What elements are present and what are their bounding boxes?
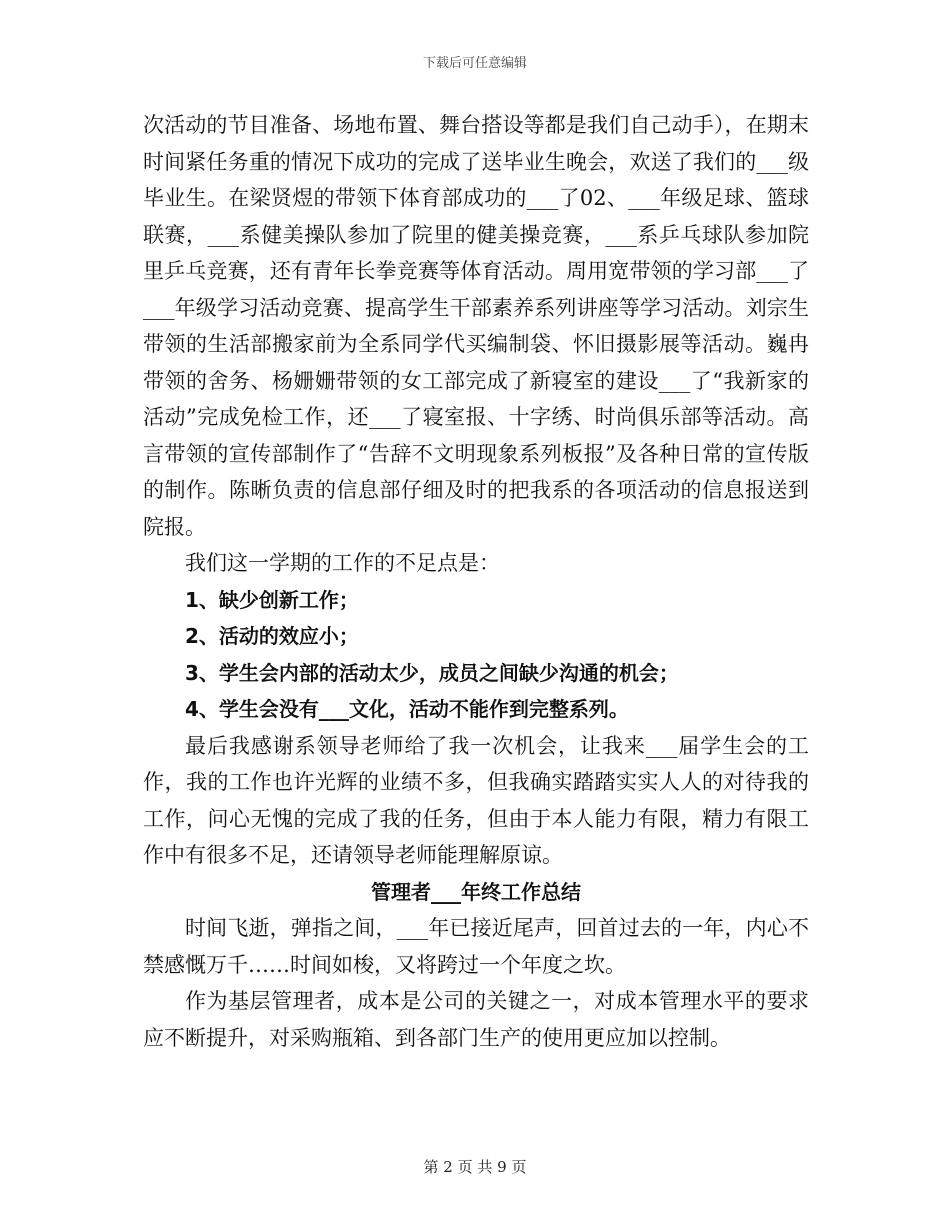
page-header: 下载后可任意编辑 — [422, 56, 527, 71]
list-item: 3、学生会内部的活动太少，成员之间缺少沟通的机会； — [185, 660, 679, 685]
body-paragraph: 时间飞逝，弹指之间，___年已接近尾声，回首过去的一年，内心不禁感慨万千……时间如梭，又将跨过一个年度之坎。 — [143, 916, 809, 977]
shortcomings-intro: 我们这一学期的工作的不足点是： — [185, 551, 500, 575]
list-item: 2、活动的效应小； — [185, 624, 359, 648]
closing-paragraph: 最后我感谢系领导老师给了我一次机会，让我来___届学生会的工作，我的工作也许光辉的业绩不多，但我确实踏踏实实人人的对待我的工作，问心无愧的完成了我的任务，但由于本人能力有限，精力有限工作中有很多不足，还请领导老师能理解原谅。 — [143, 733, 809, 867]
document-body — [143, 107, 809, 1056]
list-item: 4、学生会没有___文化，活动不能作到完整系列。 — [185, 697, 629, 721]
body-paragraph: 作为基层管理者，成本是公司的关键之一，对成本管理水平的要求应不断提升，对采购瓶箱、到各部门生产的使用更应加以控制。 — [143, 989, 809, 1050]
list-item: 1、缺少创新工作； — [185, 587, 359, 612]
page-footer: 第 2 页 共 9 页 — [423, 1158, 527, 1176]
section-heading: 管理者___年终工作总结 — [371, 879, 581, 904]
body-paragraph: 次活动的节目准备、场地布置、舞台搭设等都是我们自己动手），在期末时间紧任务重的情况下成功的完成了送毕业生晚会，欢送了我们的___级毕业生。在梁贤煜的带领下体育部成功的___了02、___年级足球、篮球联赛，___系健美操队参加了院里的健美操竞赛，___系乒乓球队参加院里乒乓竞赛，还有青年长拳竞赛等体育活动。周用宽带领的学习部___了___年级学习活动竞赛、提高学生干部素养系列讲座等学习活动。刘宗生带领的生活部搬家前为全系同学代买编制袋、怀旧摄影展等活动。巍冉带领的舍务、杨姗姗带领的女工部完成了新寝室的建设___了“我新家的活动”完成免检工作，还___了寝室报、十字绣、时尚俱乐部等活动。高言带领的宣传部制作了“告辞不文明现象系列板报”及各种日常的宣传版的制作。陈晰负责的信息部仔细及时的把我系的各项活动的信息报送到院报。 — [143, 113, 809, 539]
